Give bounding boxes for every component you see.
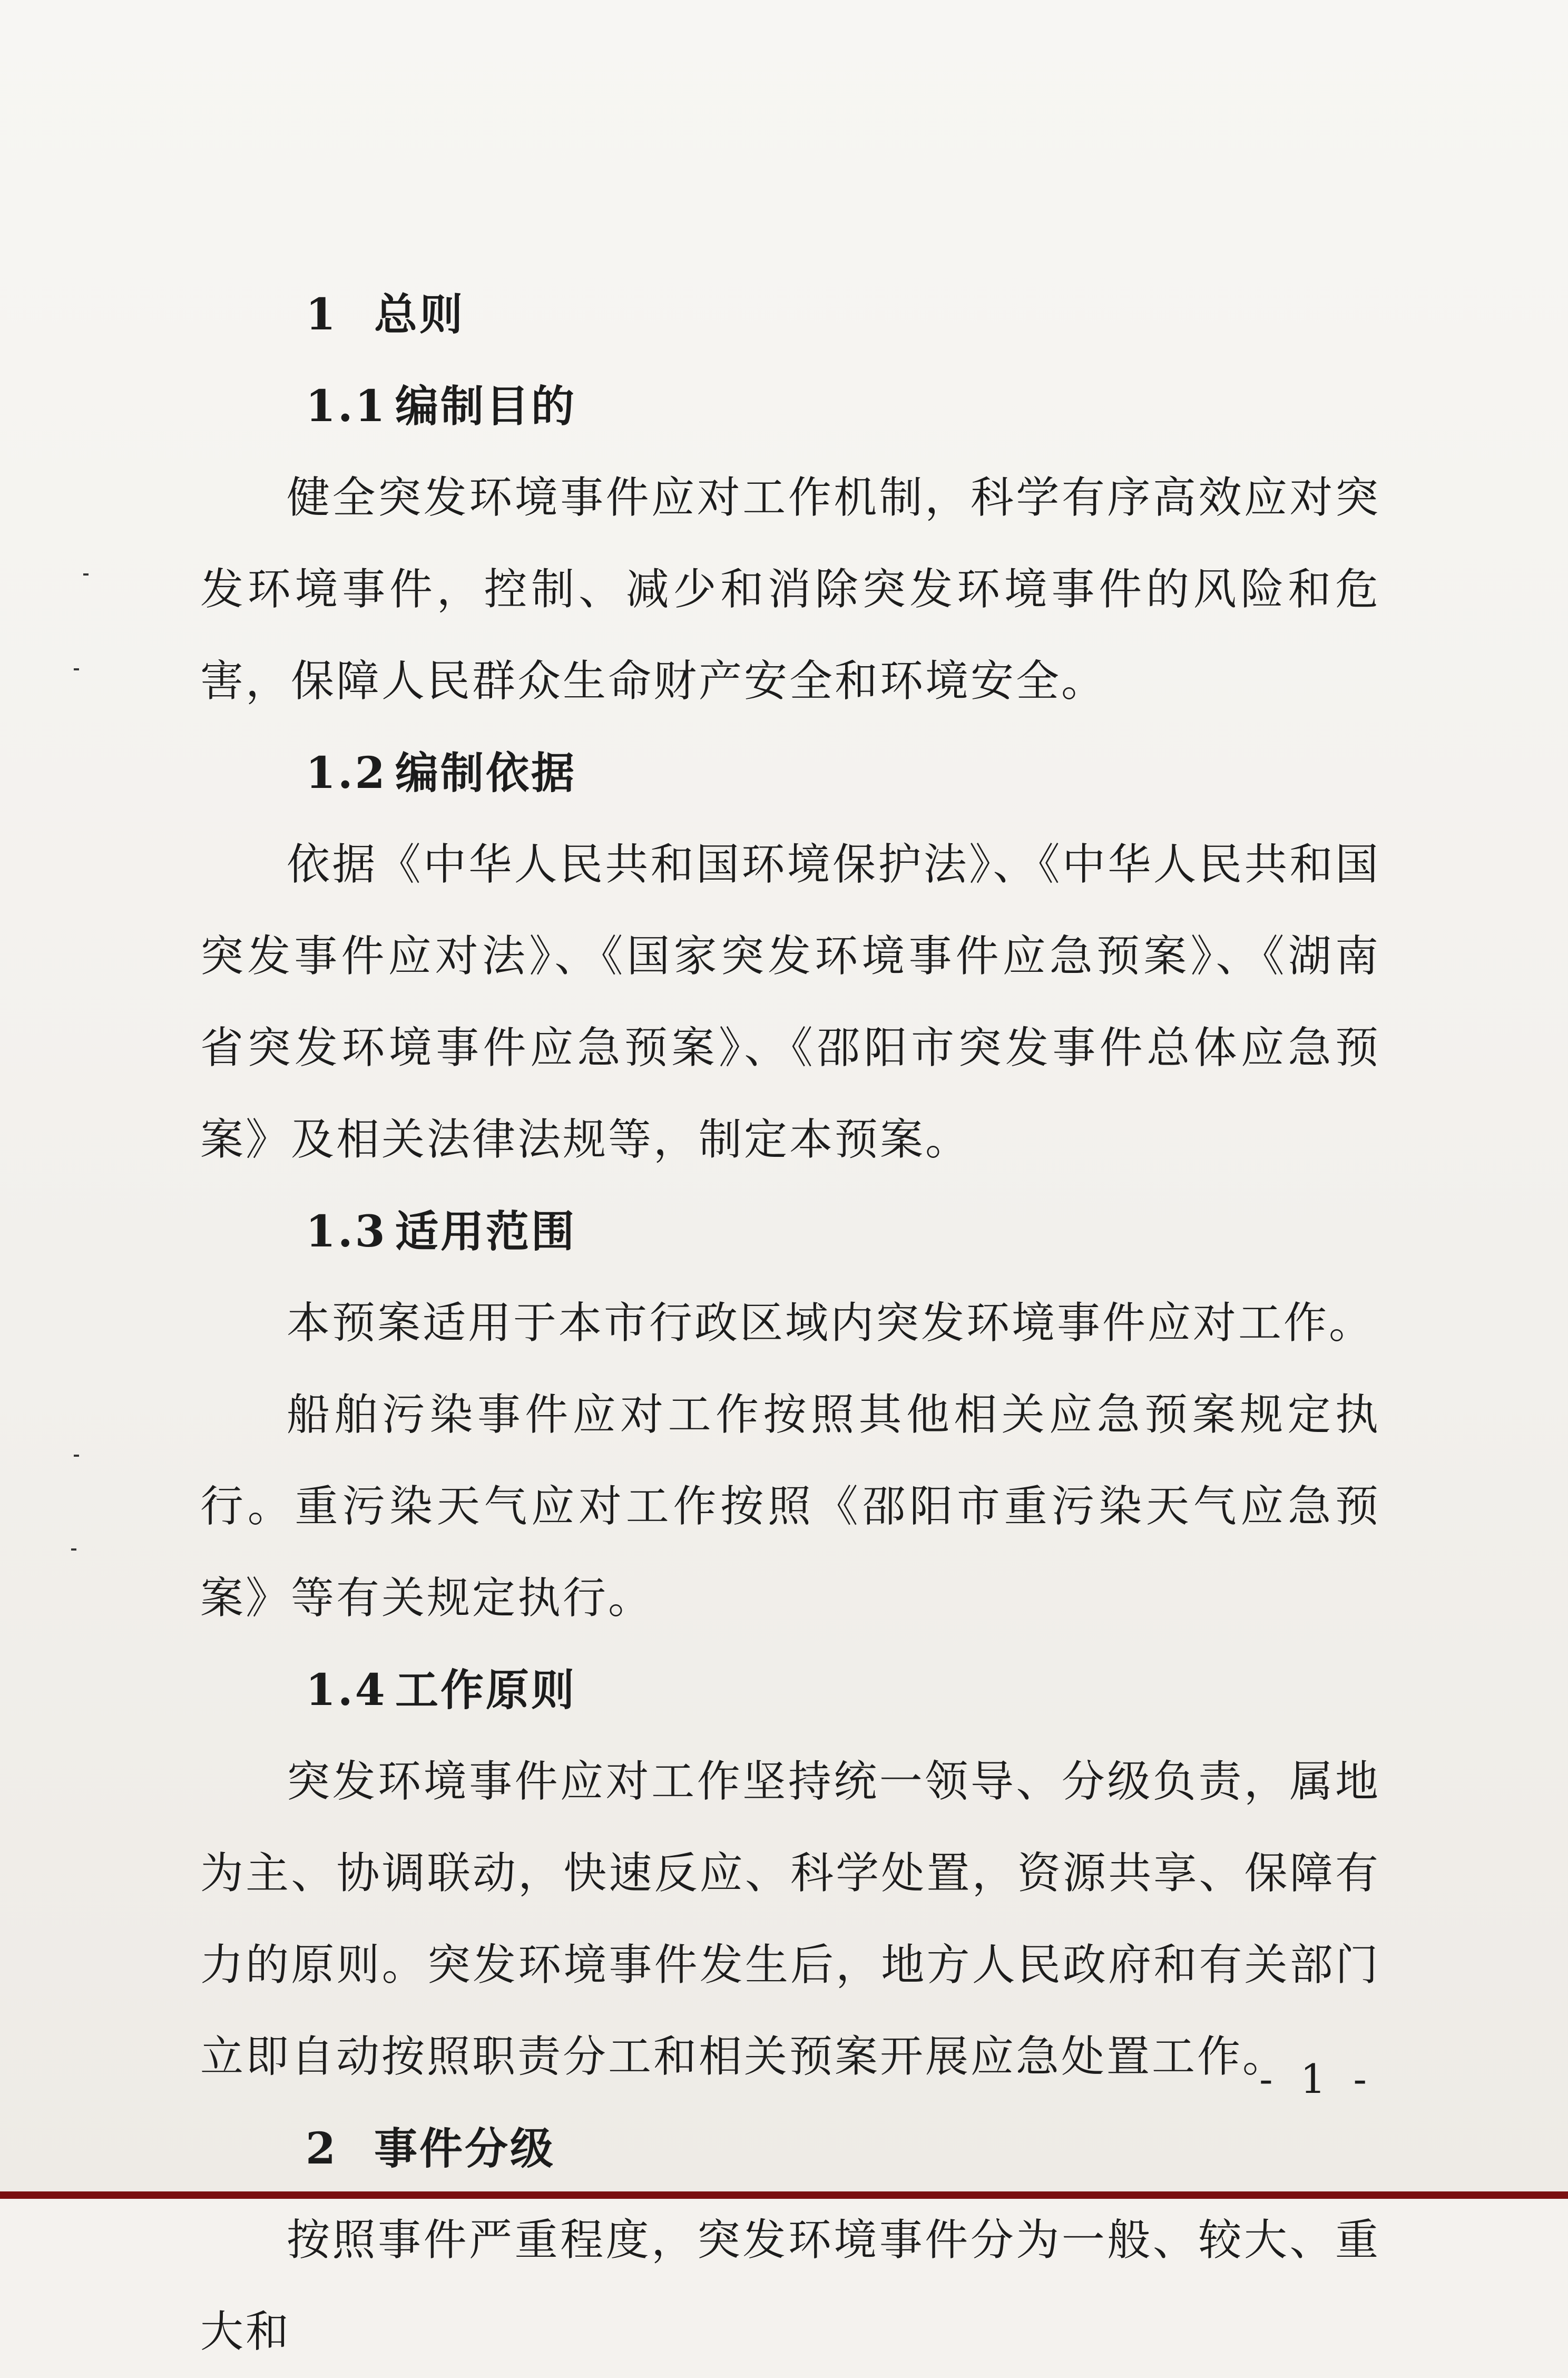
section-heading-1-3: 1.3 适用范围 — [306, 1206, 577, 1257]
scan-mark — [74, 1455, 79, 1457]
paragraph-basis: 依据《中华人民共和国环境保护法》、《中华人民共和国突发事件应对法》、《国家突发环境事件应急预案》、《湖南省突发环境事件应急预案》、《邵阳市突发事件总体应急预案》及相关法律法规等，制定本预案。 — [200, 840, 1380, 1165]
document-body — [200, 269, 1380, 2378]
scan-mark — [74, 668, 79, 670]
paragraph-scope: 本预案适用于本市行政区域内突发环境事件应对工作。 — [287, 1298, 1375, 1348]
paragraph-purpose: 健全突发环境事件应对工作机制，科学有序高效应对突发环境事件，控制、减少和消除突发环境事件的风险和危害，保障人民群众生命财产安全和环境安全。 — [200, 473, 1380, 706]
section-heading-1: 1 总则 — [306, 289, 465, 340]
section-heading-1-2: 1.2 编制依据 — [306, 748, 577, 798]
section-heading-1-1: 1.1 编制目的 — [306, 381, 577, 432]
scan-mark — [83, 573, 89, 576]
paragraph-scope-exceptions: 船舶污染事件应对工作按照其他相关应急预案规定执行。重污染天气应对工作按照《邵阳市重污染天气应急预案》等有关规定执行。 — [200, 1390, 1380, 1623]
section-heading-1-4: 1.4 工作原则 — [306, 1665, 577, 1716]
scan-mark — [71, 1548, 76, 1551]
scan-bottom-edge — [0, 2191, 1568, 2199]
page-number: - 1 - — [1259, 2055, 1375, 2102]
paragraph-classification: 按照事件严重程度，突发环境事件分为一般、较大、重大和 — [200, 2215, 1380, 2357]
paragraph-principles: 突发环境事件应对工作坚持统一领导、分级负责，属地为主、协调联动，快速反应、科学处置，资源共享、保障有力的原则。突发环境事件发生后，地方人民政府和有关部门立即自动按照职责分工和相关预案开展应急处置工作。 — [200, 1757, 1380, 2082]
section-heading-2: 2 事件分级 — [306, 2123, 556, 2174]
